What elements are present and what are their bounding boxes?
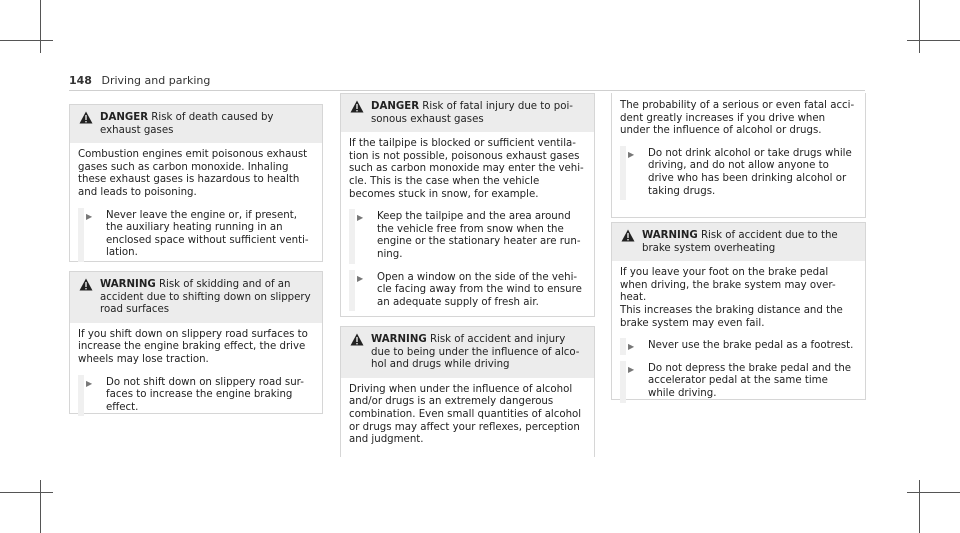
step-text: Open a window on the side of the vehi- cle facing away from the wind to ensure an adequate supply of fresh air. [377,271,582,308]
heading-text: Risk of skidding and of an accident due to shifting down on slippery road surfaces [100,279,311,316]
crop-mark [40,480,41,533]
step-text: Do not drink alcohol or take drugs while driving, and do not allow anyone to drive who has been drinking alcohol or taking drugs. [648,147,852,197]
paragraph: The probability of a serious or even fatal acci- dent greatly increases if you drive when under the influence of alcohol or drugs. [620,100,855,137]
instruction-step [78,377,314,415]
signal-word: WARNING [642,230,698,241]
box-heading [341,327,594,378]
warning-box-skidding [69,271,323,414]
paragraph: Combustion engines emit poisonous exhaust gases such as carbon monoxide. Inhaling these exhaust gases is hazardous to health and leads to poisoning. [78,149,308,198]
step-text: Never use the brake pedal as a footrest. [648,340,854,352]
arrow-right-icon: ▶ [357,213,364,223]
crop-mark [0,40,53,41]
arrow-right-icon: ▶ [357,273,364,283]
arrow-right-icon: ▶ [628,342,635,352]
paragraph: If the tailpipe is blocked or sufficient ventila- tion is not possible, poisonous exhaust gases such as carbon monoxide may enter the vehi- cle. This is the case when the vehicle becomes stuck in snow, for example. [349,138,584,200]
crop-mark [919,480,920,533]
instruction-step [78,210,314,260]
step-bar [78,375,84,417]
signal-word: DANGER [100,112,149,123]
warning-box-alcohol-continued [611,93,866,218]
box-heading [341,94,594,132]
warning-triangle-icon [621,229,635,242]
heading-text: Risk of death caused by exhaust gases [100,112,274,136]
step-bar [78,208,84,262]
step-text: Do not shift down on slippery road sur- faces to increase the engine braking effect. [106,376,304,413]
warning-triangle-icon [79,278,93,291]
warning-triangle-icon [79,111,93,124]
crop-mark [0,492,53,493]
paragraph: Driving when under the influence of alcohol and/or drugs is an extremely dangerous combination. Even small quantities of alcohol or drugs may affect your reflexes, perception and judgment. [349,383,582,446]
danger-box-tailpipe [340,93,595,317]
step-text: Never leave the engine or, if present, the auxiliary heating running in an enclosed space without sufficient venti- lation. [106,209,309,259]
warning-box-brake [611,222,866,400]
paragraph: If you shift down on slippery road surfaces to increase the engine braking effect, the drive wheels may lose traction. [78,328,308,365]
instruction-step [349,211,586,261]
arrow-right-icon: ▶ [86,211,93,221]
warning-triangle-icon [350,333,364,346]
crop-mark [40,0,41,53]
danger-box-exhaust [69,104,323,262]
step-bar [620,361,626,403]
step-text: Keep the tailpipe and the area around the vehicle free from snow when the engine or the stationary heater are run- ning. [377,211,581,260]
page-header [69,74,210,87]
instruction-step [620,363,857,401]
signal-word: DANGER [371,101,420,112]
arrow-right-icon: ▶ [628,149,635,159]
signal-word: WARNING [100,279,156,290]
instruction-step [620,148,857,198]
signal-word: WARNING [371,334,427,345]
page-number: 148 [69,74,92,87]
arrow-right-icon: ▶ [628,364,635,374]
heading-text: Risk of accident and injury due to being under the influence of alco- hol and drugs while driving [371,334,580,371]
warning-triangle-icon [350,100,364,113]
heading-text: Risk of accident due to the brake system overheating [642,230,838,254]
paragraph: This increases the braking distance and the brake system may even fail. [620,304,843,329]
section-title: Driving and parking [101,74,211,87]
crop-mark [907,40,960,41]
arrow-right-icon: ▶ [86,378,93,388]
header-rule [69,90,865,91]
crop-mark [919,0,920,53]
step-bar [349,209,355,263]
step-bar [349,270,355,312]
instruction-step [620,340,857,353]
step-bar [620,338,626,355]
box-heading [612,223,865,261]
box-heading [70,272,322,323]
heading-text: Risk of fatal injury due to poi- sonous exhaust gases [371,101,573,125]
instruction-step [349,272,586,310]
step-text: Do not depress the brake pedal and the accelerator pedal at the same time while driving. [648,362,852,399]
paragraph: If you leave your foot on the brake pedal when driving, the brake system may over- heat. [620,267,836,304]
step-bar [620,146,626,200]
crop-mark [907,492,960,493]
warning-box-alcohol [340,326,595,457]
box-heading [70,105,322,143]
